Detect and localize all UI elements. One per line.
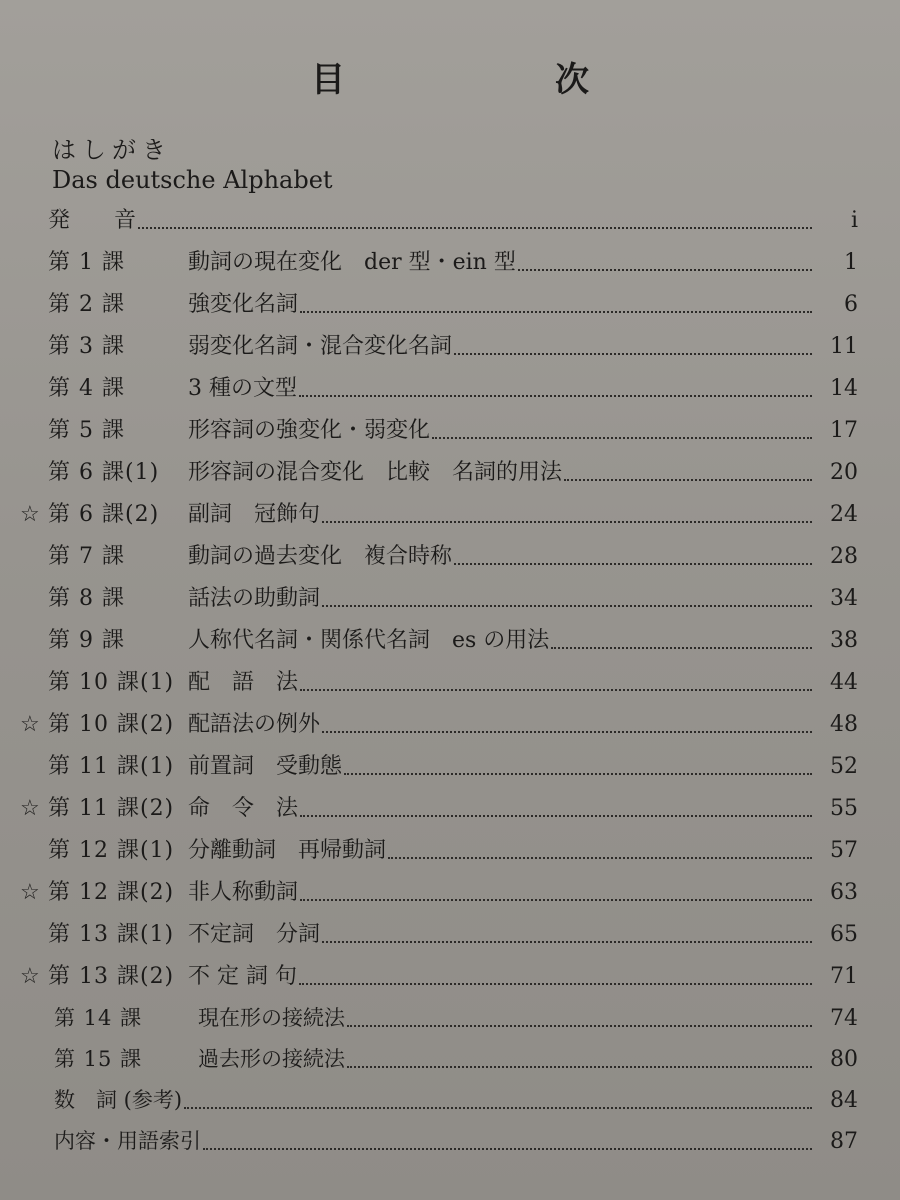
dot-leader <box>322 521 812 523</box>
dot-leader <box>300 689 812 691</box>
entry-title: 分離動詞 再帰動詞 <box>188 838 387 863</box>
entry-title: 不定詞 分詞 <box>188 922 321 947</box>
entry-title: 形容詞の混合変化 比較 名詞的用法 <box>188 460 563 485</box>
toc-entry <box>0 830 900 872</box>
entry-title: 不 定 詞 句 <box>188 964 297 989</box>
star-marker: ☆ <box>20 796 40 821</box>
entry-title: 3 種の文型 <box>188 376 297 401</box>
star-marker: ☆ <box>20 502 40 527</box>
lesson-number: 第 12 課(1) <box>48 838 175 863</box>
entry-body <box>188 494 812 536</box>
entry-body <box>188 746 812 788</box>
dot-leader <box>203 1148 812 1150</box>
entry-body <box>188 956 812 998</box>
dot-leader <box>184 1107 812 1109</box>
entry-body <box>54 1121 812 1162</box>
dot-leader <box>300 311 812 313</box>
dot-leader <box>322 941 812 943</box>
page-number: 55 <box>830 796 858 821</box>
entry-body <box>198 998 812 1039</box>
dot-leader <box>454 563 812 565</box>
lesson-number: 第 13 課(1) <box>48 922 175 947</box>
page-number: 87 <box>830 1129 858 1154</box>
dot-leader <box>454 353 812 355</box>
entry-body <box>188 704 812 746</box>
page-title: 目 次 <box>311 60 677 100</box>
toc-entry <box>0 704 900 746</box>
toc-entry <box>0 410 900 452</box>
toc-entry <box>0 452 900 494</box>
entry-body <box>188 872 812 914</box>
page-number: 14 <box>830 376 858 401</box>
lesson-number: 第 14 課 <box>54 1006 143 1030</box>
dot-leader <box>299 395 812 397</box>
entry-body <box>198 1039 812 1080</box>
entry-title: 動詞の過去変化 複合時称 <box>188 544 453 569</box>
entry-body <box>188 620 812 662</box>
dot-leader <box>432 437 812 439</box>
entry-body <box>188 662 812 704</box>
lesson-number: 第 13 課(2) <box>48 964 175 989</box>
entry-title: 強変化名詞 <box>188 292 299 317</box>
lesson-number: 第 6 課(2) <box>48 502 160 527</box>
toc-entry <box>0 914 900 956</box>
entry-body <box>54 1080 812 1121</box>
lesson-number: 第 10 課(1) <box>48 670 175 695</box>
lesson-number: 第 12 課(2) <box>48 880 175 905</box>
dot-leader <box>551 647 812 649</box>
page-number: 44 <box>830 670 858 695</box>
page-number: 38 <box>830 628 858 653</box>
entry-title: 配 語 法 <box>188 670 299 695</box>
page-number: 20 <box>830 460 858 485</box>
lesson-number: 第 3 課 <box>48 334 125 359</box>
toc-list <box>0 200 900 1162</box>
lesson-number: 第 10 課(2) <box>48 712 175 737</box>
dot-leader <box>347 1066 812 1068</box>
entry-title: 形容詞の強変化・弱変化 <box>188 418 431 443</box>
entry-body <box>188 242 812 284</box>
toc-entry <box>0 998 900 1039</box>
star-marker: ☆ <box>20 880 40 905</box>
entry-title: 発 音 <box>48 208 137 233</box>
entry-title: 非人称動詞 <box>188 880 299 905</box>
toc-entry <box>0 536 900 578</box>
entry-body <box>188 578 812 620</box>
page-number: 52 <box>830 754 858 779</box>
dot-leader <box>388 857 812 859</box>
page-number: i <box>850 208 858 233</box>
lesson-number: 第 9 課 <box>48 628 125 653</box>
dot-leader <box>300 899 812 901</box>
dot-leader <box>564 479 812 481</box>
dot-leader <box>322 605 812 607</box>
entry-body <box>188 830 812 872</box>
entry-title: 内容・用語索引 <box>54 1129 201 1153</box>
dot-leader <box>347 1025 812 1027</box>
page-number: 24 <box>830 502 858 527</box>
entry-title: 弱変化名詞・混合変化名詞 <box>188 334 453 359</box>
entry-body <box>188 452 812 494</box>
toc-entry <box>0 956 900 998</box>
alphabet-entry: Das deutsche Alphabet <box>52 166 333 194</box>
entry-body <box>188 536 812 578</box>
entry-body <box>188 914 812 956</box>
dot-leader <box>518 269 812 271</box>
entry-title: 過去形の接続法 <box>198 1047 345 1071</box>
page-number: 74 <box>830 1006 858 1031</box>
entry-title: 数 詞 (参考) <box>54 1088 183 1112</box>
entry-title: 前置詞 受動態 <box>188 754 343 779</box>
page-number: 1 <box>844 250 858 275</box>
page-number: 71 <box>830 964 858 989</box>
entry-title: 命 令 法 <box>188 796 299 821</box>
preface-entry: はしがき <box>52 136 172 164</box>
lesson-number: 第 6 課(1) <box>48 460 160 485</box>
entry-title: 話法の助動詞 <box>188 586 321 611</box>
star-marker: ☆ <box>20 964 40 989</box>
star-marker: ☆ <box>20 712 40 737</box>
toc-entry <box>0 242 900 284</box>
lesson-number: 第 1 課 <box>48 250 125 275</box>
toc-entry <box>0 620 900 662</box>
toc-entry <box>0 788 900 830</box>
toc-entry <box>0 746 900 788</box>
page-number: 57 <box>830 838 858 863</box>
page-number: 84 <box>830 1088 858 1113</box>
toc-entry <box>0 1121 900 1162</box>
page-number: 63 <box>830 880 858 905</box>
dot-leader <box>299 983 812 985</box>
entry-body <box>188 326 812 368</box>
entry-title: 人称代名詞・関係代名詞 es の用法 <box>188 628 550 653</box>
toc-entry <box>0 1039 900 1080</box>
lesson-number: 第 11 課(2) <box>48 796 175 821</box>
entry-title: 動詞の現在変化 der 型・ein 型 <box>188 250 516 275</box>
entry-body <box>188 788 812 830</box>
entry-title: 配語法の例外 <box>188 712 321 737</box>
toc-entry <box>0 872 900 914</box>
dot-leader <box>300 815 812 817</box>
lesson-number: 第 4 課 <box>48 376 125 401</box>
toc-entry <box>0 284 900 326</box>
page-number: 34 <box>830 586 858 611</box>
toc-entry <box>0 578 900 620</box>
entry-body <box>48 200 812 242</box>
entry-body <box>188 368 812 410</box>
page-number: 65 <box>830 922 858 947</box>
page-number: 6 <box>844 292 858 317</box>
entry-title: 現在形の接続法 <box>198 1006 345 1030</box>
page-number: 17 <box>830 418 858 443</box>
toc-entry <box>0 368 900 410</box>
toc-entry <box>0 1080 900 1121</box>
lesson-number: 第 11 課(1) <box>48 754 175 779</box>
entry-title: 副詞 冠飾句 <box>188 502 321 527</box>
lesson-number: 第 7 課 <box>48 544 125 569</box>
toc-entry <box>0 494 900 536</box>
page-number: 80 <box>830 1047 858 1072</box>
toc-entry <box>0 326 900 368</box>
lesson-number: 第 2 課 <box>48 292 125 317</box>
dot-leader <box>322 731 812 733</box>
lesson-number: 第 5 課 <box>48 418 125 443</box>
dot-leader <box>138 227 812 229</box>
lesson-number: 第 8 課 <box>48 586 125 611</box>
entry-body <box>188 284 812 326</box>
dot-leader <box>344 773 812 775</box>
lesson-number: 第 15 課 <box>54 1047 143 1071</box>
toc-entry <box>0 662 900 704</box>
entry-body <box>188 410 812 452</box>
page-number: 11 <box>830 334 858 359</box>
page-number: 28 <box>830 544 858 569</box>
toc-entry <box>0 200 900 242</box>
page-number: 48 <box>830 712 858 737</box>
